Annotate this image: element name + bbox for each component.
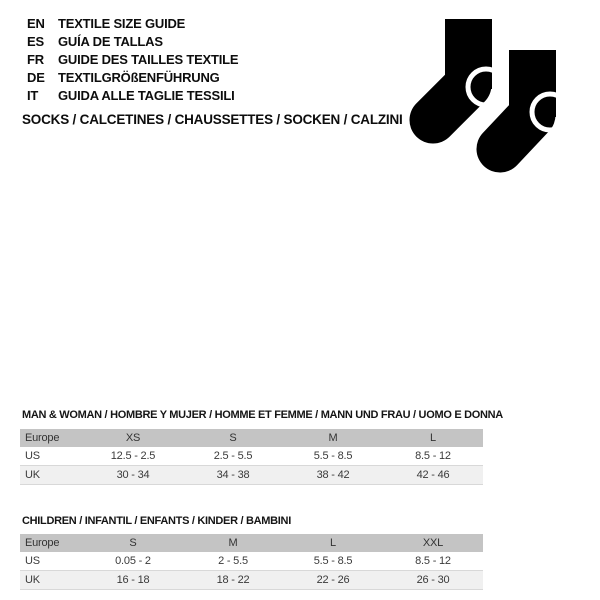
- size-table-man-woman: [20, 429, 483, 485]
- size-cell: 2 - 5.5: [183, 552, 283, 571]
- sock-left: [433, 19, 504, 120]
- size-cell: 30 - 34: [83, 466, 183, 485]
- size-cell: 2.5 - 5.5: [183, 447, 283, 466]
- header-cell: S: [183, 429, 283, 447]
- row-label: US: [20, 552, 83, 571]
- header-cell: XXL: [383, 534, 483, 552]
- language-label: TEXTILGRÖßENFÜHRUNG: [58, 69, 220, 85]
- size-cell: 26 - 30: [383, 571, 483, 590]
- language-row-es: [27, 32, 238, 50]
- socks-icon: [405, 0, 570, 190]
- size-cell: 0.05 - 2: [83, 552, 183, 571]
- header-cell: S: [83, 534, 183, 552]
- size-table-children: [20, 534, 483, 590]
- language-code: EN: [27, 15, 45, 31]
- table-title-man-woman: MAN & WOMAN / HOMBRE Y MUJER / HOMME ET FEMME / MANN UND FRAU / UOMO E DONNA: [22, 409, 503, 421]
- language-list: [27, 14, 238, 104]
- row-label: US: [20, 447, 83, 466]
- table-row-us: [20, 552, 483, 571]
- table-header-row: [20, 534, 483, 552]
- size-cell: 5.5 - 8.5: [283, 447, 383, 466]
- size-cell: 18 - 22: [183, 571, 283, 590]
- header-cell: Europe: [20, 534, 83, 552]
- size-cell: 8.5 - 12: [383, 552, 483, 571]
- size-cell: 38 - 42: [283, 466, 383, 485]
- language-row-it: [27, 86, 238, 104]
- size-cell: 16 - 18: [83, 571, 183, 590]
- language-row-fr: [27, 50, 238, 68]
- language-code: ES: [27, 33, 44, 49]
- category-title: SOCKS / CALCETINES / CHAUSSETTES / SOCKEN / CALZINI: [22, 112, 403, 127]
- size-cell: 42 - 46: [383, 466, 483, 485]
- table-row-us: [20, 447, 483, 466]
- header-cell: XS: [83, 429, 183, 447]
- table-row-uk: [20, 571, 483, 590]
- header-cell: L: [383, 429, 483, 447]
- header-cell: Europe: [20, 429, 83, 447]
- language-label: TEXTILE SIZE GUIDE: [58, 15, 186, 31]
- language-label: GUIDE DES TAILLES TEXTILE: [58, 51, 239, 67]
- language-row-de: [27, 68, 238, 86]
- language-code: DE: [27, 69, 45, 85]
- table-header-row: [20, 429, 483, 447]
- language-code: IT: [27, 87, 39, 103]
- size-cell: 5.5 - 8.5: [283, 552, 383, 571]
- language-label: GUÍA DE TALLAS: [58, 33, 163, 49]
- row-label: UK: [20, 571, 83, 590]
- row-label: UK: [20, 466, 83, 485]
- language-code: FR: [27, 51, 44, 67]
- sock-right: [500, 46, 568, 149]
- header-cell: M: [283, 429, 383, 447]
- size-cell: 22 - 26: [283, 571, 383, 590]
- size-cell: 12.5 - 2.5: [83, 447, 183, 466]
- language-label: GUIDA ALLE TAGLIE TESSILI: [58, 87, 235, 103]
- header-cell: L: [283, 534, 383, 552]
- socks-icon-svg: [405, 0, 570, 190]
- size-cell: 34 - 38: [183, 466, 283, 485]
- size-cell: 8.5 - 12: [383, 447, 483, 466]
- table-title-children: CHILDREN / INFANTIL / ENFANTS / KINDER / BAMBINI: [22, 515, 291, 527]
- table-row-uk: [20, 466, 483, 485]
- language-row-en: [27, 14, 238, 32]
- header-cell: M: [183, 534, 283, 552]
